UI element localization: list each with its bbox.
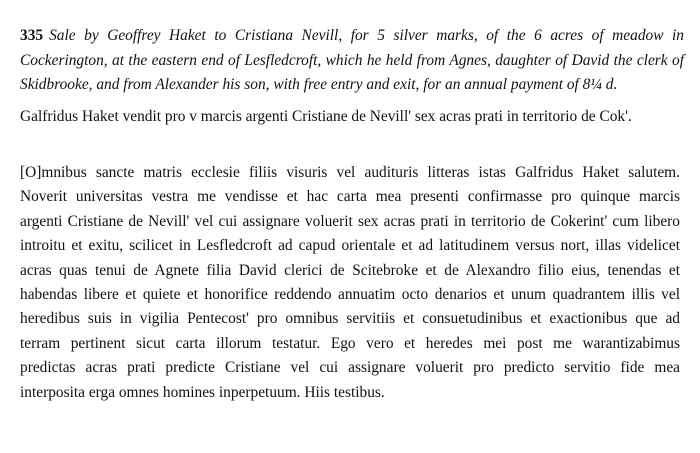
charter-line: terram pertinent sicut carta illorum testatur. Ego vero et heredes mei post me warantizabimus: [20, 334, 680, 352]
entry-heading: [20, 24, 684, 98]
entry-heading-text: Sale by Geoffrey Haket to Cristiana Nevill, for 5 silver marks, of the 6 acres of meadow in Cockerington, at the eastern end of Lesfledcroft, which he held from Agnes, daughter of David the clerk of Skidbrooke, and from Alexander his son, with free entry and exit, for an annual payment of 8¼ d.: [20, 27, 684, 93]
charter-line: predictas acras prati predicte Cristiane vel cui assignare voluerit pro predicto servitio fide mea: [20, 359, 680, 377]
charter-text: [20, 161, 680, 405]
charter-line: [O]mnibus sancte matris ecclesie filiis visuris vel audituris litteras istas Galfridus Haket salutem.: [20, 164, 680, 181]
charter-line: interposita erga omnes homines inperpetuum. Hiis testibus.: [20, 383, 385, 401]
charter-line: habendas libere et quiete et honorifice reddendo annuatim octo denarios et unum quadrantem illis vel: [20, 285, 680, 303]
entry-number: 335: [20, 27, 44, 44]
charter-line: argenti Cristiane de Nevill' vel cui assignare voluerit sex acras prati in territorio de Cokerint' cum libero: [20, 212, 680, 230]
charter-line: heredibus suis in vigilia Pentecost' pro omnibus servitiis et consuetudinibus et exactionibus que ad: [20, 310, 680, 328]
latin-summary: Galfridus Haket vendit pro v marcis argenti Cristiane de Nevill' sex acras prati in territorio de Cok'.: [20, 108, 632, 125]
charter-line: Noverit universitas vestra me vendisse et hac carta mea presenti confirmasse pro quinque marcis: [20, 188, 680, 206]
charter-line: acras quas tenui de Agnete filia David clerici de Scitebroke et de Alexandro filio eius, tenendas et: [20, 261, 680, 279]
charter-line: introitu et exitu, scilicet in Lesfledcroft ad capud orientale et ad latitudinem versus nort, illas videlicet: [20, 237, 680, 255]
